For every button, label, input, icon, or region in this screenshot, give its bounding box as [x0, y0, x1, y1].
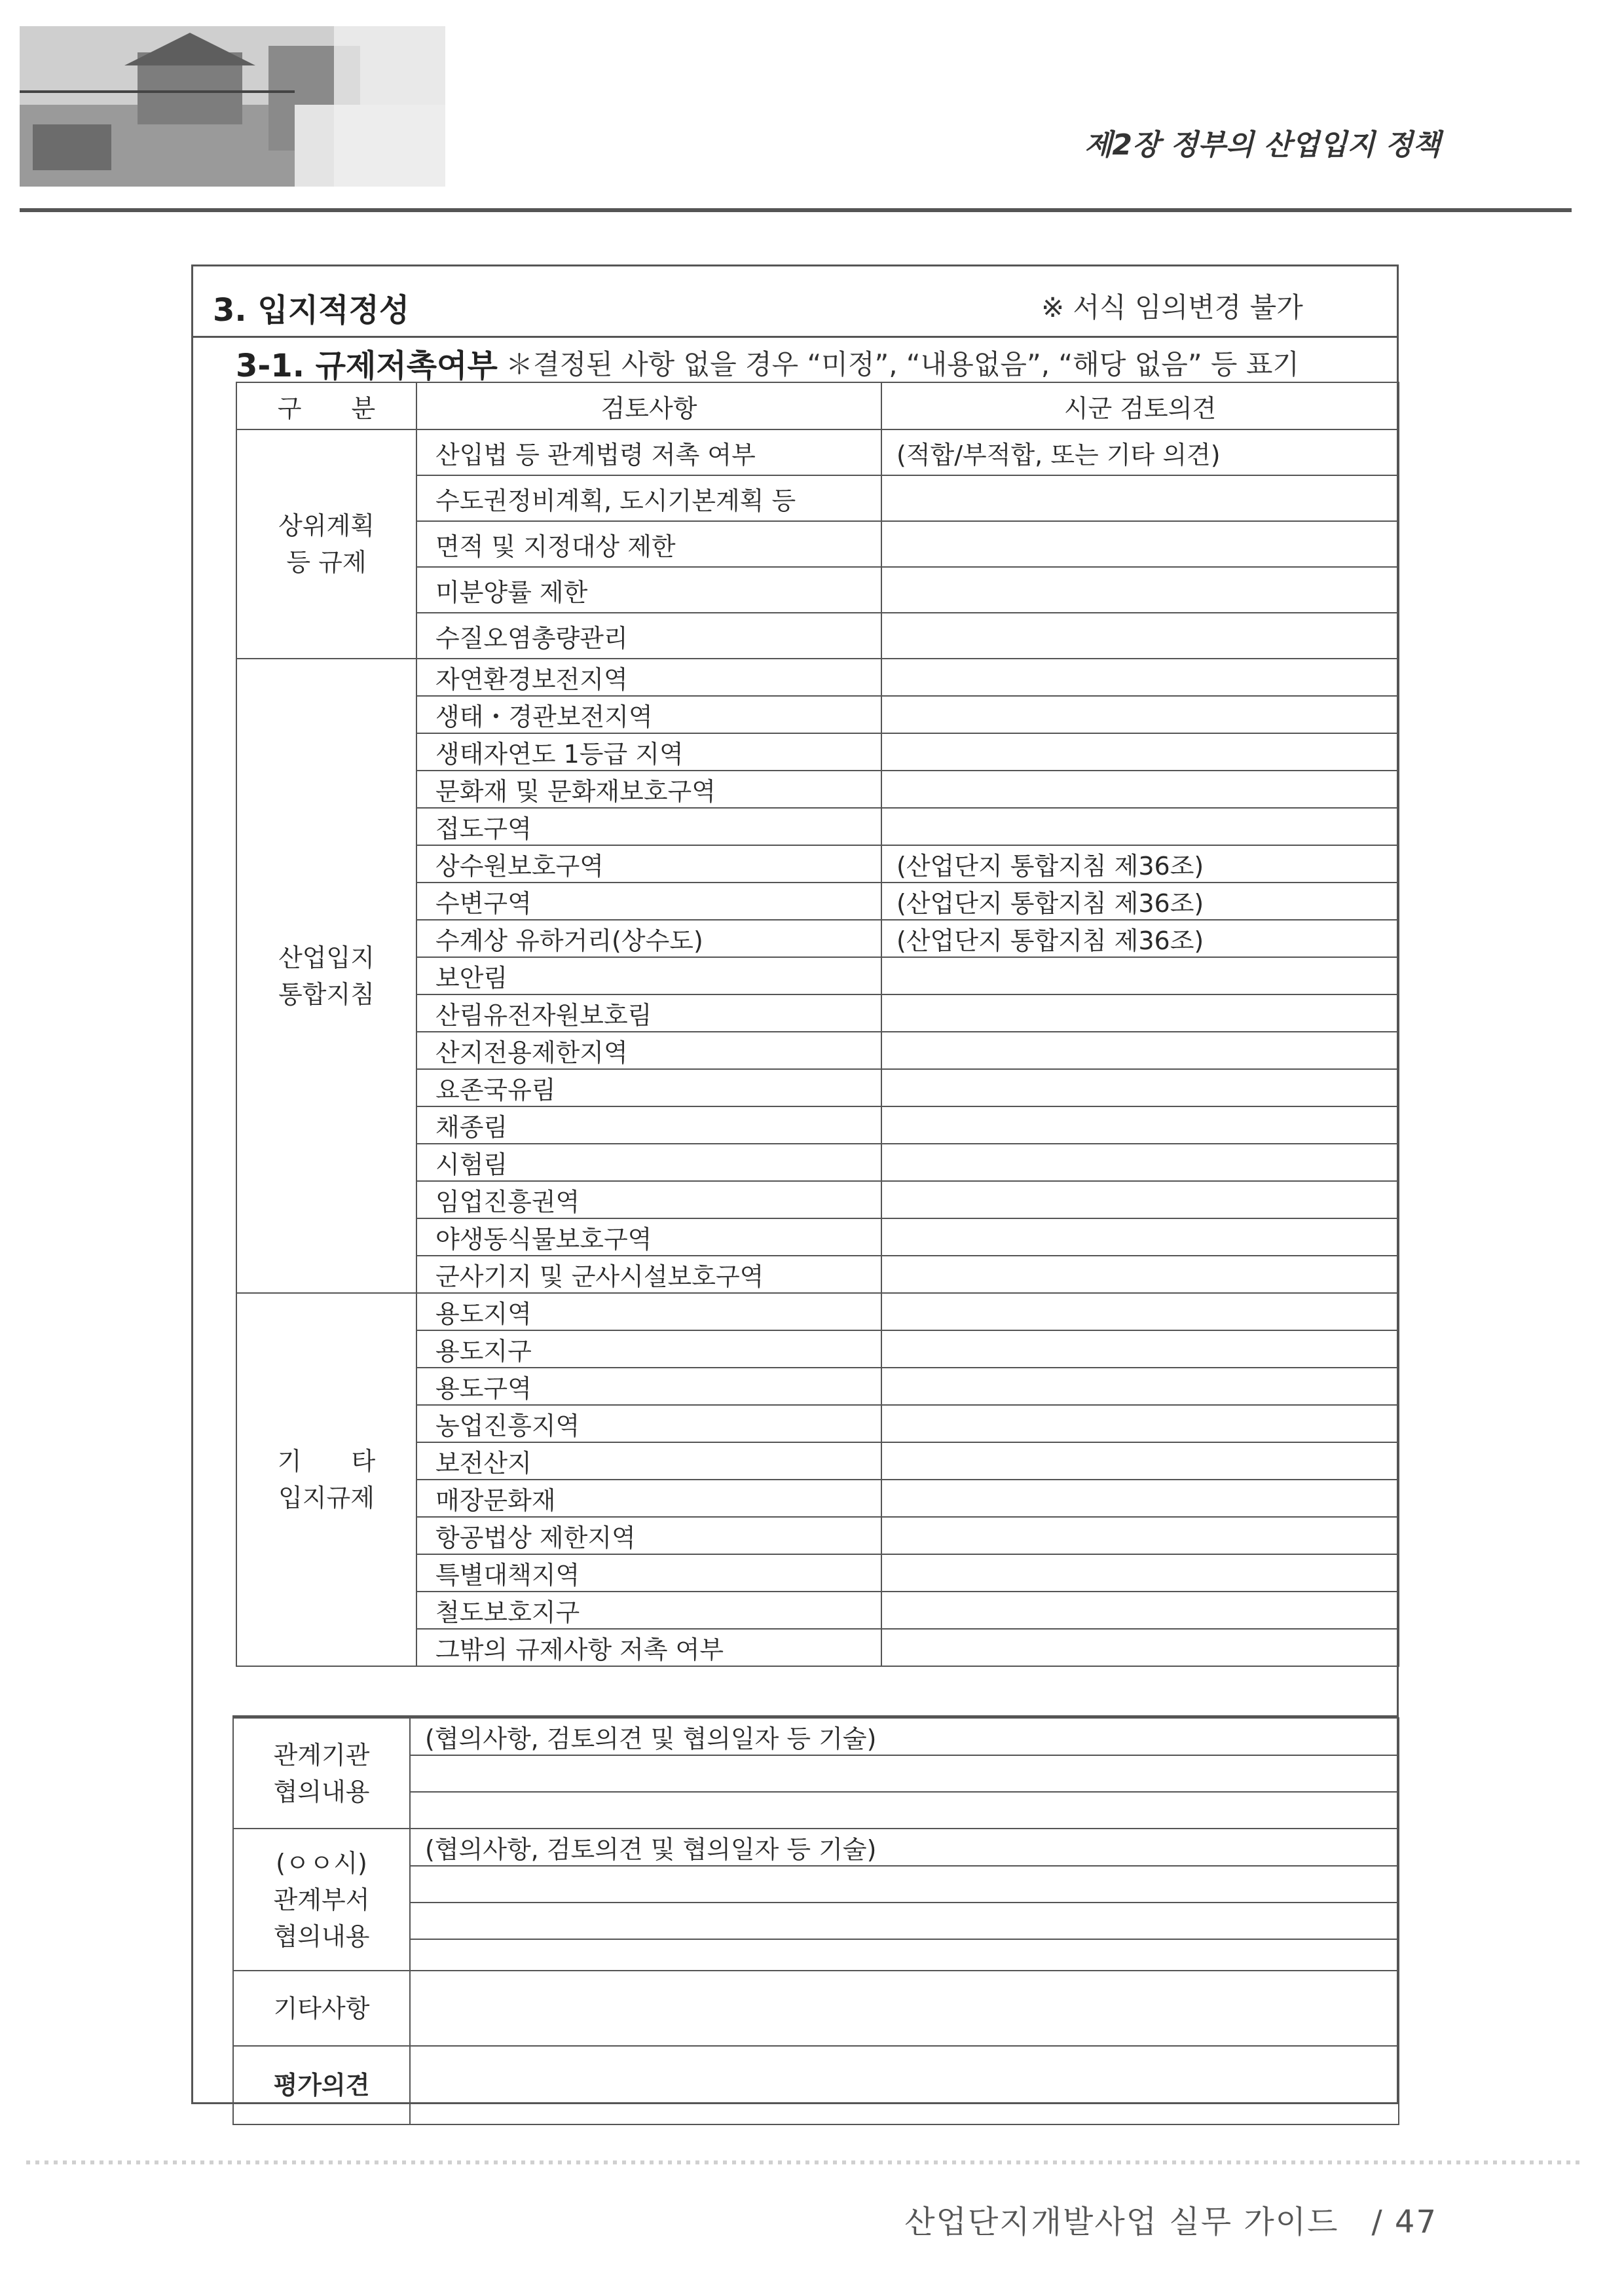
opinion-cell[interactable] — [881, 1256, 1399, 1293]
opinion-cell[interactable] — [881, 521, 1399, 567]
opinion-cell[interactable] — [881, 1554, 1399, 1592]
review-item-cell: 요존국유림 — [416, 1069, 881, 1106]
review-item-cell: 용도지구 — [416, 1330, 881, 1368]
review-item-cell: 채종림 — [416, 1106, 881, 1144]
opinion-cell[interactable] — [881, 475, 1399, 521]
consultation-table — [232, 1717, 1399, 2125]
category-cell: 기 타 입지규제 — [236, 1293, 416, 1666]
opinion-cell[interactable] — [881, 659, 1399, 696]
review-item-cell: 수도권정비계획, 도시기본계획 등 — [416, 475, 881, 521]
col-header-opinion: 시군 검토의견 — [881, 382, 1399, 429]
review-item-cell: 그밖의 규제사항 저촉 여부 — [416, 1629, 881, 1666]
opinion-cell[interactable] — [881, 1480, 1399, 1517]
col-header-category: 구 분 — [236, 382, 416, 429]
opinion-cell[interactable] — [881, 1517, 1399, 1554]
review-item-cell: 보전산지 — [416, 1442, 881, 1480]
review-item-cell: 특별대책지역 — [416, 1554, 881, 1592]
consultation-entry-cell[interactable] — [410, 1792, 1399, 1829]
review-item-cell: 생태자연도 1등급 지역 — [416, 733, 881, 771]
review-item-cell: 항공법상 제한지역 — [416, 1517, 881, 1554]
consultation-entry-cell[interactable]: (협의사항, 검토의견 및 협의일자 등 기술) — [410, 1829, 1399, 1866]
review-item-cell: 수질오염총량관리 — [416, 613, 881, 659]
consultation-entry-cell[interactable] — [410, 1903, 1399, 1939]
consultation-category-cell: 평가의견 — [233, 2046, 410, 2124]
opinion-cell[interactable] — [881, 1330, 1399, 1368]
consultation-entry-cell[interactable] — [410, 2046, 1399, 2124]
consultation-category-cell: 관계기관 협의내용 — [233, 1718, 410, 1829]
subsection-note: ＊결정된 사항 없을 경우 “미정”, “내용없음”, “해당 없음” 등 표기 — [506, 348, 1299, 380]
section-title: 3. 입지적정성 — [213, 292, 410, 329]
review-item-cell: 야생동식물보호구역 — [416, 1218, 881, 1256]
review-item-cell: 산입법 등 관계법령 저촉 여부 — [416, 429, 881, 475]
table-row — [236, 1293, 1399, 1330]
review-item-cell: 접도구역 — [416, 808, 881, 845]
consultation-row — [233, 1829, 1399, 1866]
section-note: ※ 서식 임의변경 불가 — [1041, 291, 1303, 323]
review-item-cell: 면적 및 지정대상 제한 — [416, 521, 881, 567]
opinion-cell[interactable] — [881, 994, 1399, 1032]
review-item-cell: 용도구역 — [416, 1368, 881, 1405]
consultation-entry-cell[interactable] — [410, 1939, 1399, 1971]
review-item-cell: 군사기지 및 군사시설보호구역 — [416, 1256, 881, 1293]
consultation-entry-cell[interactable] — [410, 1866, 1399, 1903]
opinion-cell[interactable] — [881, 733, 1399, 771]
review-item-cell: 철도보호지구 — [416, 1592, 881, 1629]
opinion-cell[interactable] — [881, 1032, 1399, 1069]
opinion-cell[interactable] — [881, 1293, 1399, 1330]
category-cell: 산업입지 통합지침 — [236, 659, 416, 1293]
review-item-cell: 산림유전자원보호림 — [416, 994, 881, 1032]
opinion-cell[interactable]: (산업단지 통합지침 제36조) — [881, 883, 1399, 920]
category-cell: 상위계획 등 규제 — [236, 429, 416, 659]
opinion-cell[interactable] — [881, 1069, 1399, 1106]
opinion-cell[interactable] — [881, 567, 1399, 613]
table-row — [236, 659, 1399, 696]
opinion-cell[interactable] — [881, 1592, 1399, 1629]
chapter-title: 제2장 정부의 산업입지 정책 — [1084, 128, 1441, 162]
review-item-cell: 용도지역 — [416, 1293, 881, 1330]
consultation-entry-cell[interactable] — [410, 1755, 1399, 1792]
table-row — [236, 429, 1399, 475]
opinion-cell[interactable] — [881, 1144, 1399, 1181]
consultation-category-cell: (ㅇㅇ시) 관계부서 협의내용 — [233, 1829, 410, 1971]
consultation-row — [233, 1971, 1399, 2046]
review-item-cell: 상수원보호구역 — [416, 845, 881, 883]
header-photo — [20, 26, 445, 187]
opinion-cell[interactable] — [881, 771, 1399, 808]
review-item-cell: 농업진흥지역 — [416, 1405, 881, 1442]
opinion-cell[interactable] — [881, 1629, 1399, 1666]
opinion-cell[interactable]: (산업단지 통합지침 제36조) — [881, 845, 1399, 883]
consultation-row — [233, 2046, 1399, 2124]
opinion-cell[interactable]: (적합/부적합, 또는 기타 의견) — [881, 429, 1399, 475]
opinion-cell[interactable] — [881, 1106, 1399, 1144]
opinion-cell[interactable] — [881, 613, 1399, 659]
consultation-row — [233, 1718, 1399, 1755]
opinion-cell[interactable] — [881, 696, 1399, 733]
page-footer: 산업단지개발사업 실무 가이드 / 47 — [904, 2204, 1437, 2240]
review-item-cell: 미분양률 제한 — [416, 567, 881, 613]
opinion-cell[interactable] — [881, 1368, 1399, 1405]
opinion-cell[interactable] — [881, 1405, 1399, 1442]
consultation-entry-cell[interactable]: (협의사항, 검토의견 및 협의일자 등 기술) — [410, 1718, 1399, 1755]
table-header-row — [236, 382, 1399, 429]
regulation-table — [236, 382, 1399, 1667]
opinion-cell[interactable] — [881, 808, 1399, 845]
opinion-cell[interactable] — [881, 957, 1399, 994]
opinion-cell[interactable] — [881, 1442, 1399, 1480]
review-item-cell: 시험림 — [416, 1144, 881, 1181]
review-item-cell: 생태・경관보전지역 — [416, 696, 881, 733]
review-item-cell: 산지전용제한지역 — [416, 1032, 881, 1069]
consultation-category-cell: 기타사항 — [233, 1971, 410, 2046]
header-rule — [20, 208, 1572, 212]
col-header-item: 검토사항 — [416, 382, 881, 429]
review-item-cell: 보안림 — [416, 957, 881, 994]
opinion-cell[interactable]: (산업단지 통합지침 제36조) — [881, 920, 1399, 957]
footer-dotted-rule — [26, 2160, 1585, 2164]
review-item-cell: 문화재 및 문화재보호구역 — [416, 771, 881, 808]
subsection-title: 3-1. 규제저촉여부 — [236, 348, 498, 384]
review-item-cell: 수계상 유하거리(상수도) — [416, 920, 881, 957]
opinion-cell[interactable] — [881, 1218, 1399, 1256]
opinion-cell[interactable] — [881, 1181, 1399, 1218]
review-item-cell: 수변구역 — [416, 883, 881, 920]
review-item-cell: 매장문화재 — [416, 1480, 881, 1517]
consultation-entry-cell[interactable] — [410, 1971, 1399, 2046]
review-item-cell: 임업진흥권역 — [416, 1181, 881, 1218]
review-item-cell: 자연환경보전지역 — [416, 659, 881, 696]
